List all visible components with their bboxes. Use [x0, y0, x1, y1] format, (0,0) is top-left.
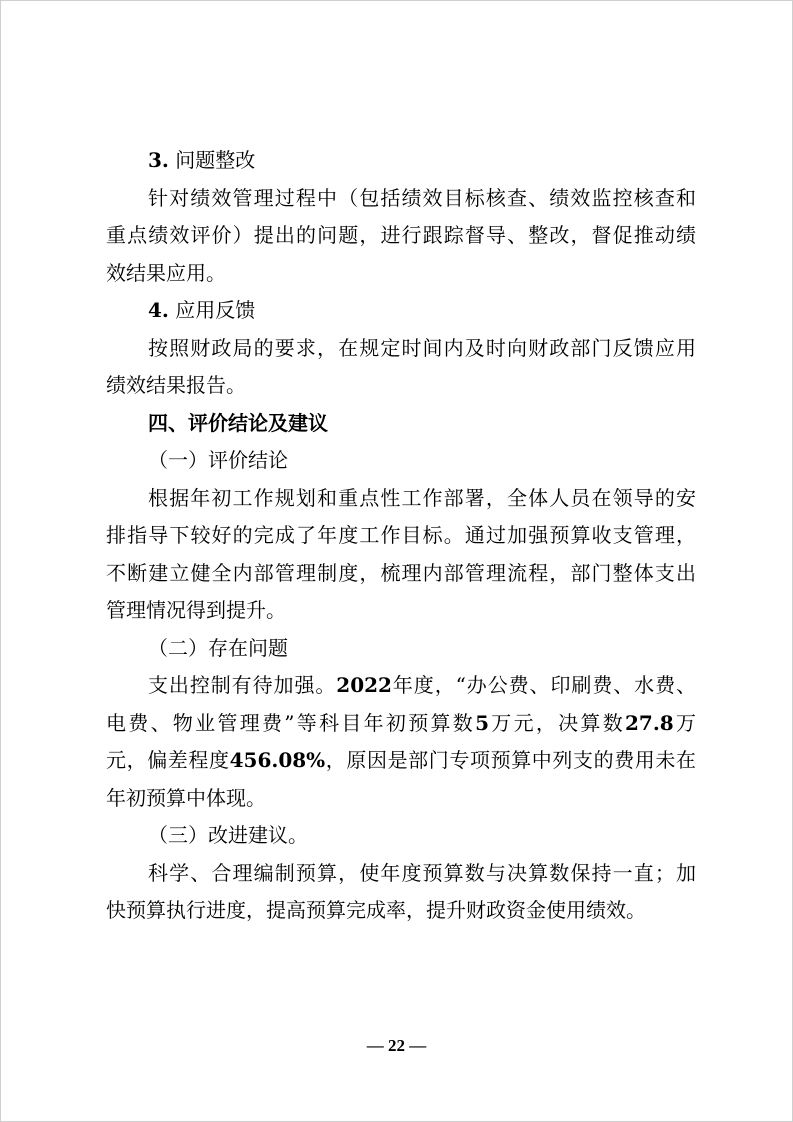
section-heading-problem-rectification: 3. 问题整改 — [148, 148, 256, 172]
subheading-conclusion: （一）评价结论 — [148, 448, 288, 472]
paragraph-line: 科学、合理编制预算，使年度预算数与决算数保持一直；加 — [148, 860, 696, 885]
document-body — [106, 142, 696, 930]
heading-number: 4 — [148, 298, 162, 322]
subheading-problems: （二）存在问题 — [148, 635, 288, 660]
budget-value: 5 — [475, 710, 489, 735]
paragraph-line: 效结果应用。 — [106, 260, 226, 285]
year-value: 2022 — [336, 673, 392, 697]
final-account-value: 27.8 — [625, 710, 674, 735]
paragraph-line: 绩效结果报告。 — [106, 373, 246, 397]
heading-text: 应用反馈 — [175, 298, 256, 322]
paragraph-line: 快预算执行进度，提高预算完成率，提升财政资金使用绩效。 — [106, 898, 646, 922]
heading-number: 3 — [148, 148, 162, 172]
page-number: — 22 — — [366, 1036, 427, 1055]
paragraph-line: 按照财政局的要求，在规定时间内及时向财政部门反馈应用 — [148, 335, 696, 360]
paragraph-line: 排指导下较好的完成了年度工作目标。通过加强预算收支管理， — [106, 523, 696, 547]
paragraph-line: 不断建立健全内部管理制度，梳理内部管理流程，部门整体支出 — [106, 560, 696, 585]
paragraph-line: 针对绩效管理过程中（包括绩效目标核查、绩效监控核查和 — [148, 185, 696, 210]
chapter-heading: 四、评价结论及建议 — [148, 410, 328, 435]
heading-text: 问题整改 — [175, 148, 256, 172]
subheading-suggestions: （三）改进建议。 — [148, 823, 308, 847]
paragraph-line: 重点绩效评价）提出的问题，进行跟踪督导、整改，督促推动绩 — [106, 223, 696, 247]
paragraph-line: 电费、物业管理费”等科目年初预算数5万元，决算数27.8万 — [106, 710, 697, 735]
paragraph-line: 支出控制有待加强。2022年度，“办公费、印刷费、水费、 — [148, 673, 697, 697]
paragraph-line: 元，偏差程度456.08%，原因是部门专项预算中列支的费用未在 — [106, 748, 697, 772]
paragraph-line: 根据年初工作规划和重点性工作部署，全体人员在领导的安 — [148, 485, 696, 510]
paragraph-line: 年初预算中体现。 — [106, 785, 266, 810]
paragraph-line: 管理情况得到提升。 — [106, 598, 286, 622]
deviation-value: 456.08% — [229, 748, 326, 772]
section-heading-application-feedback: 4. 应用反馈 — [148, 298, 256, 322]
